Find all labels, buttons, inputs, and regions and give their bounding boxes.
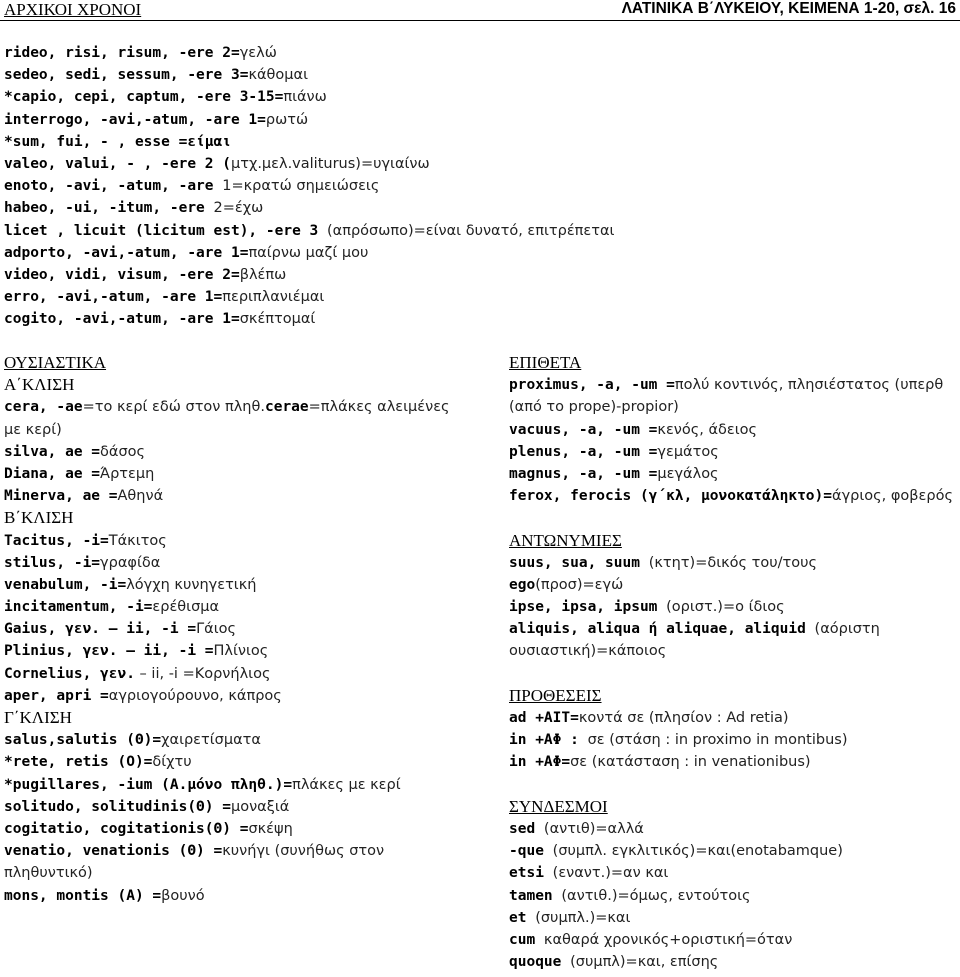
- verb-list: [4, 42, 614, 330]
- vocab-entry: [509, 396, 959, 418]
- section-heading: ΠΡΟΘΕΣΕΙΣ: [509, 685, 602, 705]
- latin-term: cerae: [264, 399, 309, 416]
- vocab-entry: [4, 618, 474, 640]
- latin-term: erro, -avi,-atum, -are 1=: [4, 289, 223, 306]
- latin-term: ad +ΑΙΤ=: [509, 710, 579, 726]
- vocab-entry: [509, 552, 959, 574]
- latin-term: Diana, ae =: [4, 465, 101, 482]
- vocab-entry: [509, 640, 959, 662]
- latin-term: mons, montis (Α) =: [4, 887, 162, 904]
- vocab-entry: [509, 707, 959, 729]
- greek-meaning: κυνήγι (συνήθως στον: [222, 843, 385, 860]
- greek-meaning: παίρνω μαζί μου: [248, 244, 369, 261]
- greek-meaning: με κερί): [4, 421, 62, 438]
- vocab-entry: [4, 220, 614, 242]
- greek-meaning: (συμπλ. εγκλιτικός)=και(enotabamque): [552, 843, 843, 860]
- latin-term: magnus, -a, -um =: [509, 465, 658, 482]
- vocab-entry: [4, 197, 614, 219]
- spacer: [509, 774, 959, 796]
- greek-meaning: (αντιθ.)=όμως, εντούτοις: [561, 887, 751, 904]
- latin-term: proximus, -a, -um =: [509, 377, 675, 394]
- greek-meaning: ουσιαστική)=κάποιος: [509, 643, 667, 660]
- vocab-entry: [4, 308, 614, 330]
- greek-meaning: (αντιθ)=αλλά: [543, 820, 644, 837]
- latin-term: Minerva, ae =: [4, 488, 118, 505]
- greek-meaning: (εναντ.)=αν και: [552, 865, 669, 882]
- greek-meaning: Γάιος: [196, 621, 236, 638]
- vocab-entry: [4, 286, 614, 308]
- vocab-entry: [4, 640, 474, 662]
- latin-term: cogitatio, cogitationis(Θ) =: [4, 820, 249, 837]
- vocab-entry: [4, 774, 474, 796]
- vocab-entry: [4, 441, 474, 463]
- greek-meaning: (απρόσωπο)=είναι δυνατό, επιτρέπεται: [327, 222, 615, 239]
- vocab-entry: [509, 751, 959, 773]
- latin-term: in +ΑΦ :: [509, 732, 588, 749]
- greek-meaning: – ii, -i =Κορνήλιος: [134, 665, 271, 682]
- latin-term: video, vidi, visum, -ere 2=: [4, 266, 240, 283]
- latin-term: venabulum, -i=: [4, 576, 127, 593]
- greek-meaning: μοναξιά: [230, 798, 290, 815]
- vocab-entry: [4, 242, 614, 264]
- vocab-entry: [509, 596, 959, 618]
- latin-term: aper, apri =: [4, 687, 109, 704]
- latin-term: incitamentum, -i=: [4, 599, 153, 616]
- vocab-entry: [4, 42, 614, 64]
- greek-meaning: γεμάτος: [657, 443, 719, 460]
- subsection-heading: Α΄ΚΛΙΣΗ: [4, 375, 75, 395]
- latin-term: plenus, -a, -um =: [509, 443, 658, 460]
- latin-term: valeo, valui, - , -ere 2 (: [4, 155, 231, 172]
- section-title: ΑΡΧΙΚΟΙ ΧΡΟΝΟΙ: [4, 0, 142, 19]
- latin-term: Cornelius, γεν.: [4, 665, 135, 682]
- latin-term: ferox, ferocis (γ΄κλ, μονοκατάληκτο)=: [509, 488, 833, 505]
- vocab-entry: [509, 574, 959, 596]
- section-heading: ΕΠΙΘΕΤΑ: [509, 353, 582, 372]
- greek-meaning: κοντά σε (πλησίον : Ad retia): [578, 710, 789, 726]
- latin-term: cera, -ae: [4, 399, 83, 416]
- latin-term: ego: [509, 576, 536, 593]
- vocab-entry: [4, 64, 614, 86]
- greek-meaning: (από το prope)-propior): [509, 399, 679, 416]
- spacer: [509, 663, 959, 685]
- latin-term: *pugillares, -ium (Α.μόνο πληθ.)=: [4, 776, 293, 793]
- greek-meaning: κάθομαι: [248, 67, 308, 84]
- vocab-entry: [4, 685, 474, 707]
- greek-meaning: γραφίδα: [100, 554, 161, 571]
- greek-meaning: 2=έχω: [213, 200, 264, 217]
- latin-term: quoque: [509, 954, 571, 971]
- vocab-entry: [4, 840, 474, 862]
- greek-meaning: (συμπλ)=και, επίσης: [570, 954, 719, 971]
- latin-term: salus,salutis (Θ)=: [4, 732, 162, 749]
- section-heading: ΣΥΝΔΕΣΜΟΙ: [509, 796, 608, 816]
- greek-meaning: (συμπλ.)=και: [535, 909, 631, 926]
- latin-term: tamen: [509, 887, 562, 904]
- greek-meaning: πληθυντικό): [4, 865, 93, 882]
- vocab-entry: [4, 264, 614, 286]
- greek-meaning: βουνό: [161, 887, 205, 904]
- greek-meaning: Αθηνά: [117, 488, 164, 505]
- latin-term: Gaius, γεν. – ii, -i =: [4, 621, 197, 638]
- subsection-heading: Γ΄ΚΛΙΣΗ: [4, 708, 72, 727]
- vocab-entry: [4, 818, 474, 840]
- latin-term: interrogo, -avi,-atum, -are 1=: [4, 111, 266, 128]
- latin-term: habeo, -ui, -itum, -ere: [4, 200, 214, 217]
- vocab-entry: [4, 131, 614, 153]
- vocab-entry: [4, 463, 474, 485]
- latin-term: Plinius, γεν. – ii, -i =: [4, 643, 214, 660]
- vocab-entry: [4, 485, 474, 507]
- greek-meaning: σκέπτομαί: [239, 311, 316, 328]
- latin-term: stilus, -i=: [4, 554, 101, 571]
- greek-meaning: πλάκες με κερί: [292, 776, 401, 793]
- vocab-entry: [4, 596, 474, 618]
- greek-meaning: ερέθισμα: [152, 599, 220, 616]
- latin-term: licet , licuit (licitum est), -ere 3: [4, 222, 328, 239]
- vocab-entry: [4, 751, 474, 773]
- latin-term: in +ΑΦ=: [509, 754, 571, 771]
- latin-term: cogito, -avi,-atum, -are 1=: [4, 311, 240, 328]
- vocab-entry: [4, 552, 474, 574]
- vocab-entry: [4, 862, 474, 884]
- spacer: [509, 507, 959, 529]
- vocab-entry: [509, 729, 959, 751]
- vocab-entry: [4, 86, 614, 108]
- greek-meaning: περιπλανιέμαι: [222, 289, 325, 306]
- vocab-entry: [4, 729, 474, 751]
- subsection-heading: Β΄ΚΛΙΣΗ: [4, 508, 74, 528]
- vocab-entry: [4, 396, 474, 418]
- vocab-entry: [4, 153, 614, 175]
- latin-term: *sum, fui, - , esse =είμαι: [4, 133, 231, 150]
- greek-meaning: (προσ)=εγώ: [535, 576, 624, 593]
- greek-meaning: 1=κρατώ σημειώσεις: [222, 178, 380, 195]
- latin-term: rideo, risi, risum, -ere 2=: [4, 45, 240, 61]
- vocab-entry: [4, 796, 474, 818]
- vocab-entry: [509, 929, 959, 951]
- page-header: [0, 0, 960, 21]
- greek-meaning: μτχ.μελ.valiturus)=υγιαίνω: [230, 155, 430, 172]
- latin-term: -que: [509, 843, 553, 860]
- greek-meaning: σε (στάση : in proximo in montibus): [587, 732, 848, 749]
- greek-meaning: =το κερί εδώ στον πληθ.: [82, 399, 265, 416]
- greek-meaning: σε (κατάσταση : in venationibus): [570, 754, 811, 771]
- document-title: ΛΑΤΙΝΙΚΑ Β΄ΛΥΚΕΙΟΥ, ΚΕΙΜΕΝΑ 1-20, σελ. 16: [621, 0, 956, 17]
- vocab-entry: [4, 574, 474, 596]
- greek-meaning: πιάνω: [283, 89, 327, 106]
- greek-meaning: =πλάκες αλειμένες: [308, 399, 450, 416]
- latin-term: solitudo, solitudinis(Θ) =: [4, 798, 231, 815]
- latin-term: sedeo, sedi, sessum, -ere 3=: [4, 67, 249, 84]
- greek-meaning: μεγάλος: [657, 465, 719, 482]
- greek-meaning: Τάκιτος: [108, 532, 167, 549]
- vocab-entry: [509, 862, 959, 884]
- latin-term: silva, ae =: [4, 443, 101, 460]
- nouns-column: [4, 352, 474, 907]
- greek-meaning: άγριος, φοβερός: [832, 488, 953, 505]
- greek-meaning: πολύ κοντινός, πλησιέστατος (υπερθ: [674, 377, 944, 394]
- vocab-entry: [4, 109, 614, 131]
- latin-term: *rete, retis (Ο)=: [4, 754, 153, 771]
- greek-meaning: χαιρετίσματα: [161, 732, 261, 749]
- vocab-entry: [509, 951, 959, 973]
- vocab-entry: [509, 618, 959, 640]
- latin-term: sed: [509, 820, 544, 837]
- greek-meaning: (οριστ.)=ο ίδιος: [666, 599, 785, 616]
- greek-meaning: (κτητ)=δικός του/τους: [648, 554, 818, 571]
- latin-term: suus, sua, suum: [509, 554, 649, 571]
- latin-term: aliquis, aliqua ή aliquae, aliquid: [509, 621, 815, 638]
- greek-meaning: βλέπω: [239, 266, 287, 283]
- greek-meaning: καθαρά χρονικός+οριστική=όταν: [543, 931, 793, 948]
- vocab-entry: [509, 463, 959, 485]
- greek-meaning: Πλίνιος: [213, 643, 269, 660]
- vocab-entry: [509, 907, 959, 929]
- greek-meaning: Άρτεμη: [100, 465, 155, 482]
- vocab-entry: [4, 175, 614, 197]
- latin-term: cum: [509, 931, 544, 948]
- latin-term: ipse, ipsa, ipsum: [509, 599, 667, 616]
- latin-term: etsi: [509, 865, 553, 882]
- latin-term: Tacitus, -i=: [4, 532, 109, 549]
- other-parts-column: [509, 352, 959, 973]
- latin-term: enoto, -avi, -atum, -are: [4, 178, 223, 195]
- greek-meaning: αγριογούρουνο, κάπρος: [108, 687, 282, 704]
- vocab-entry: [4, 663, 474, 685]
- greek-meaning: λόγχη κυνηγετική: [126, 576, 257, 593]
- greek-meaning: ρωτώ: [265, 111, 309, 128]
- latin-term: *capio, cepi, captum, -ere 3-15=: [4, 89, 284, 106]
- latin-term: vacuus, -a, -um =: [509, 421, 658, 438]
- greek-meaning: δάσος: [100, 443, 146, 460]
- latin-term: adporto, -avi,-atum, -are 1=: [4, 244, 249, 261]
- latin-term: et: [509, 909, 536, 926]
- vocab-entry: [509, 818, 959, 840]
- vocab-entry: [4, 530, 474, 552]
- section-heading: ΑΝΤΩΝΥΜΙΕΣ: [509, 530, 622, 550]
- greek-meaning: σκέψη: [248, 820, 293, 837]
- vocab-entry: [4, 885, 474, 907]
- vocab-entry: [509, 441, 959, 463]
- greek-meaning: δίχτυ: [152, 754, 192, 771]
- latin-term: venatio, venationis (Θ) =: [4, 843, 223, 860]
- greek-meaning: (αόριστη: [814, 621, 880, 638]
- greek-meaning: κενός, άδειος: [657, 421, 758, 438]
- vocab-entry: [509, 374, 959, 396]
- vocab-entry: [4, 419, 474, 441]
- vocab-entry: [509, 885, 959, 907]
- vocab-entry: [509, 840, 959, 862]
- vocab-entry: [509, 419, 959, 441]
- section-heading: ΟΥΣΙΑΣΤΙΚΑ: [4, 353, 107, 372]
- greek-meaning: γελώ: [239, 45, 277, 61]
- vocab-entry: [509, 485, 959, 507]
